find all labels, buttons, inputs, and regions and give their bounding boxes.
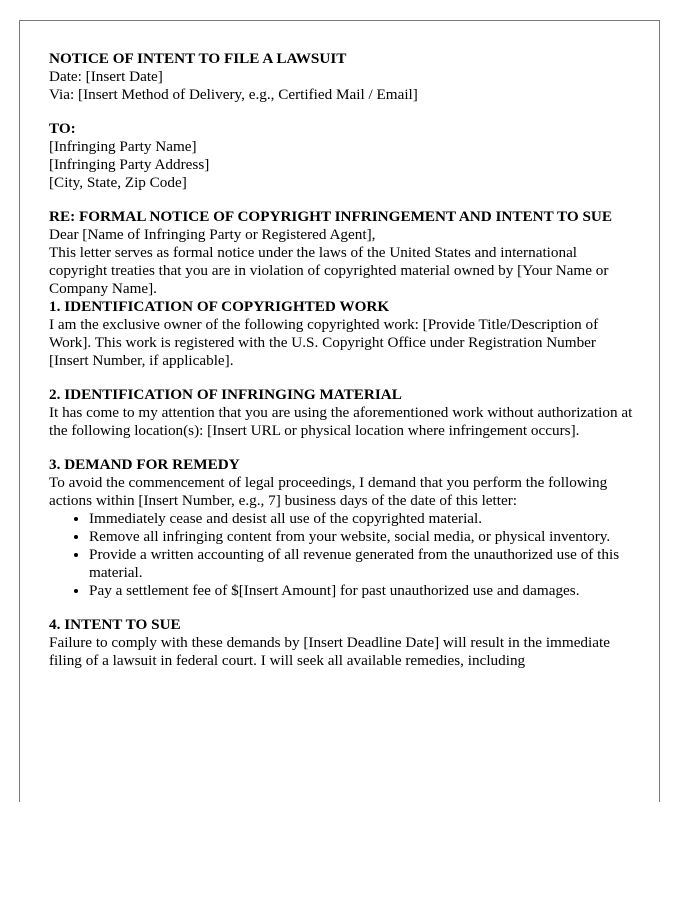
subject-line: RE: FORMAL NOTICE OF COPYRIGHT INFRINGEMENT AND INTENT TO SUE: [49, 208, 613, 225]
letter-title: NOTICE OF INTENT TO FILE A LAWSUIT: [49, 50, 347, 67]
recipient-block: [49, 120, 635, 192]
remedy-item: • Provide a written accounting of all revenue generated from the unauthorized use of this material.: [89, 546, 635, 582]
section-demand-for-remedy: [49, 456, 635, 600]
recipient-address: [Infringing Party Address]: [49, 156, 210, 173]
intro-paragraph: This letter serves as formal notice under the laws of the United States and international copyright treaties that you are in violation of copyrighted material owned by [Your Name or Company Name].: [49, 244, 609, 297]
section-body: Failure to comply with these demands by [Insert Deadline Date] will result in the immediate filing of a lawsuit in federal court. I will seek all available remedies, including: [49, 634, 610, 669]
salutation: Dear [Name of Infringing Party or Registered Agent],: [49, 226, 376, 243]
date-line: Date: [Insert Date]: [49, 68, 163, 85]
remedy-item: • Pay a settlement fee of $[Insert Amount] for past unauthorized use and damages.: [89, 582, 635, 600]
section-heading: 4. INTENT TO SUE: [49, 616, 181, 633]
recipient-heading: TO:: [49, 120, 76, 137]
remedy-item: • Immediately cease and desist all use of the copyrighted material.: [89, 510, 635, 528]
letter-content: [49, 50, 635, 670]
section-body: I am the exclusive owner of the following copyrighted work: [Provide Title/Description of Work]. This work is registered with the U.S. Copyright Office under Registration Number [Insert Number, if applicable].: [49, 316, 599, 369]
section-heading: 1. IDENTIFICATION OF COPYRIGHTED WORK: [49, 298, 390, 315]
recipient-name: [Infringing Party Name]: [49, 138, 197, 155]
section-heading: 2. IDENTIFICATION OF INFRINGING MATERIAL: [49, 386, 402, 403]
section-intent-to-sue: [49, 616, 635, 670]
section-copyrighted-work: [49, 298, 635, 370]
letter-meta: [49, 68, 635, 104]
section-body: It has come to my attention that you are using the aforementioned work without authorization at the following location(s): [Insert URL or physical location where infringement occurs].: [49, 404, 633, 439]
remedy-item: • Remove all infringing content from your website, social media, or physical inventory.: [89, 528, 635, 546]
section-infringing-material: [49, 386, 635, 440]
letter-page: [19, 20, 660, 802]
recipient-city-state-zip: [City, State, Zip Code]: [49, 174, 187, 191]
section-heading: 3. DEMAND FOR REMEDY: [49, 456, 240, 473]
remedy-list: [49, 510, 635, 600]
delivery-method-line: Via: [Insert Method of Delivery, e.g., Certified Mail / Email]: [49, 86, 418, 103]
section-body: To avoid the commencement of legal proceedings, I demand that you perform the following actions within [Insert Number, e.g., 7] business days of the date of this letter:: [49, 474, 608, 509]
